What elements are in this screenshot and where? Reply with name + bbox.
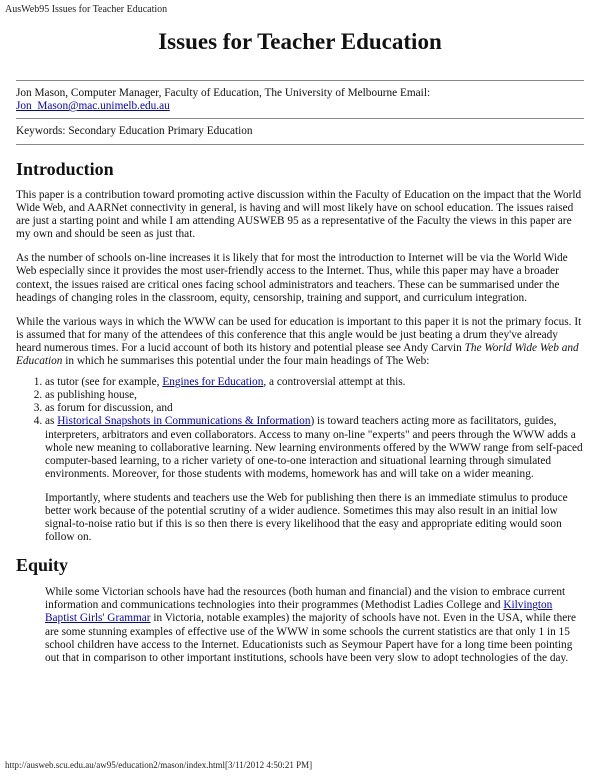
footer-url: http://ausweb.scu.edu.au/aw95/education2/mason/index.html[3/11/2012 4:50:21 PM] xyxy=(5,760,313,770)
engines-for-education-link[interactable]: Engines for Education xyxy=(162,376,264,389)
equity-text-start: While some Victorian schools have had the resources (both human and financial) and the vision to embrace current information and communications technologies into their programmes (Methodist Ladies College and xyxy=(45,586,566,612)
document-body xyxy=(16,28,584,665)
list-item xyxy=(45,376,584,389)
web-uses-list xyxy=(16,376,584,481)
author-email-link[interactable]: Jon_Mason@mac.unimelb.edu.au xyxy=(16,100,170,112)
page-title: Issues for Teacher Education xyxy=(158,29,442,54)
intro-paragraph-1: This paper is a contribution toward promoting active discussion within the Faculty of Education on the impact that the World Wide Web, and AARNet connectivity in general, is having and will most likely have on school education. The issues raised are just a starting point and while I am attending AUSWEB 95 as a representative of the Faculty the views in this paper are my own and should be seen as just that. xyxy=(16,189,582,241)
kilvington-link[interactable]: Kilvington Baptist Girls' Grammar xyxy=(45,599,553,625)
list-item-text: ) is toward teachers acting more as facilitators, guides, interpreters, arbitrators and even collaborators. Access to many on-line "experts" and peers through the WWW adds a whole new meaning to collaborative learning. New learning environments offered by the WWW range from self-paced computer-based learning, to a richer variety of one-to-one interaction and situational learning through simulated environments. Moreover, for those students with modems, homework has and will take on a wider meaning. xyxy=(45,415,583,480)
list-item-text: as tutor (see for example, xyxy=(45,376,163,389)
list-item-text: as xyxy=(45,415,58,428)
intro-paragraph-4: Importantly, where students and teachers use the Web for publishing then there is an immediate stimulus to produce better work because of the potential scrutiny of a wider audience. Sometimes this may also result in an initial low signal-to-noise ratio but if this is so then there is every likelihood that the easy and appropriate editing would soon follow on. xyxy=(45,491,568,544)
historical-snapshots-link[interactable]: Historical Snapshots in Communications & Information xyxy=(57,415,311,428)
equity-paragraph-1 xyxy=(45,586,584,665)
running-header: AusWeb95 Issues for Teacher Education xyxy=(5,4,168,15)
equity-text-end: in Victoria, notable examples) the majority of schools have not. Even in the USA, while there are some stunning examples of effective use of the WWW in some schools the current statistics are that only 1 in 15 school children have access to the Internet. Educationists such as Seymour Papert have for a long time been pointing out that in comparison to other important institutions, schools have been very slow to adopt technologies of the day. xyxy=(45,612,577,664)
book-title: The World Wide Web and Education xyxy=(16,341,579,368)
author-block xyxy=(16,87,584,113)
divider xyxy=(16,144,584,145)
intro-paragraph-3 xyxy=(16,316,584,368)
list-item: 2. as publishing house, xyxy=(45,389,584,402)
keywords: Keywords: Secondary Education Primary Education xyxy=(16,125,253,137)
list-item xyxy=(45,415,584,480)
author-text: Jon Mason, Computer Manager, Faculty of Education, The University of Melbourne Email: xyxy=(16,87,431,99)
intro-paragraph-3-end: in which he summarises this potential under the four main headings of The Web: xyxy=(62,355,430,368)
intro-paragraph-3-start: While the various ways in which the WWW can be used for education is important to this paper it is not the primary focus. It is assumed that for many of the attendees of this conference that this angle would be just beating a drum they've already heard numerous times. For a lucid account of both its history and potential please see Andy Carvin xyxy=(16,315,582,354)
intro-paragraph-2: As the number of schools on-line increases it is likely that for most the introduction to Internet will be via the World Wide Web especially since it provides the most user-friendly access to the Internet. Thus, while this paper may have a broader context, the issues raised are critical ones facing school administrators and teachers. These can be summarised under the headings of changing roles in the classroom, equity, censorship, training and support, and curriculum integration. xyxy=(16,252,568,304)
divider xyxy=(16,80,584,81)
list-item: 3. as forum for discussion, and xyxy=(45,402,584,415)
divider xyxy=(16,118,584,119)
list-item-text: , a controversial attempt at this. xyxy=(263,376,406,389)
introduction-heading: Introduction xyxy=(16,159,114,179)
equity-heading: Equity xyxy=(16,555,69,576)
